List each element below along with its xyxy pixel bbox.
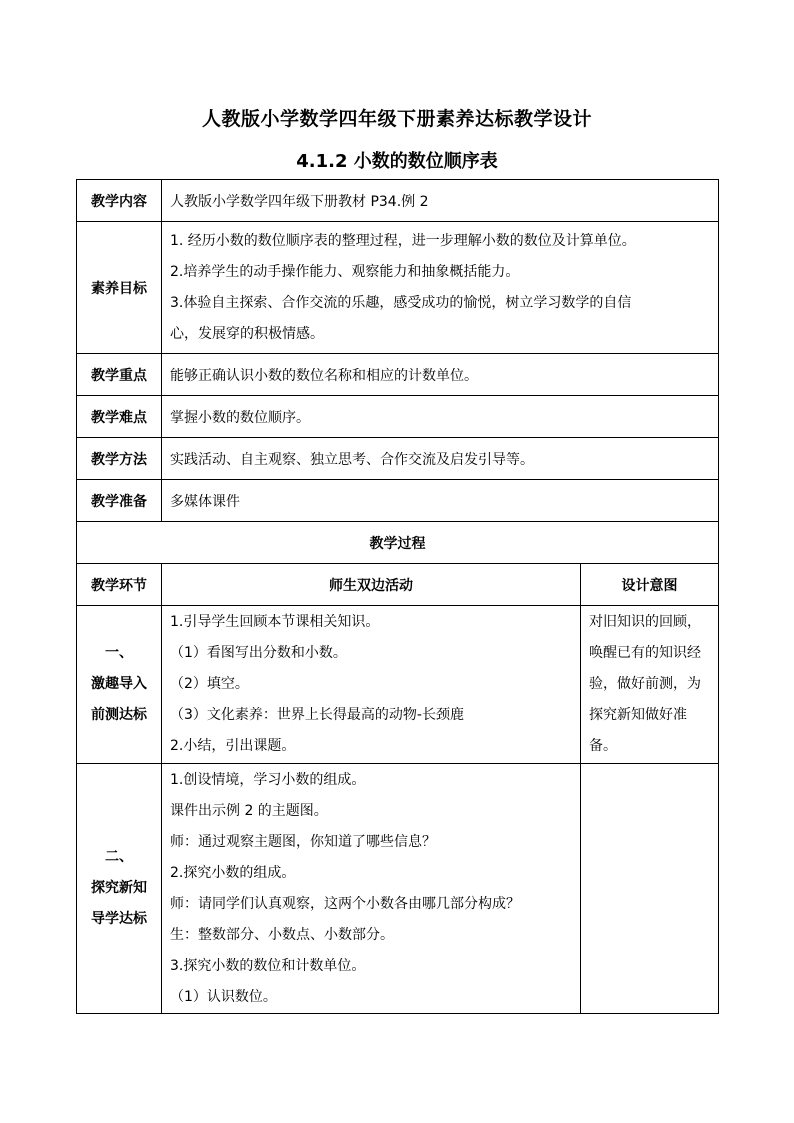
stage-name-line: 一、: [105, 645, 133, 661]
goal-line: 2.培养学生的动手操作能力、观察能力和抽象概括能力。: [170, 263, 520, 280]
stage-1-activities: [162, 606, 581, 764]
label-method: 教学方法: [77, 438, 162, 480]
stage-name-line: 前测达标: [91, 707, 147, 723]
value-method: 实践活动、自主观察、独立思考、合作交流及启发引导等。: [162, 438, 719, 480]
activity-line: （2）填空。: [170, 676, 249, 692]
col-header-intent: 设计意图: [581, 564, 719, 606]
goal-line: 心，发展穿的积极情感。: [170, 325, 324, 342]
label-difficulty: 教学难点: [77, 396, 162, 438]
col-header-stage: 教学环节: [77, 564, 162, 606]
process-heading: 教学过程: [77, 522, 719, 564]
row-process-heading: [77, 522, 719, 564]
goal-line: 3.体验自主探索、合作交流的乐趣，感受成功的愉悦，树立学习数学的自信: [170, 294, 632, 311]
stage-2-activities: [162, 764, 581, 1014]
row-stage-1: [77, 606, 719, 764]
value-key-point: 能够正确认识小数的数位名称和相应的计数单位。: [162, 354, 719, 396]
stage-2-intent: [581, 764, 719, 1014]
stage-name-line: 导学达标: [91, 911, 147, 927]
stage-2-name: [77, 764, 162, 1014]
activity-line: （1）认识数位。: [170, 988, 277, 1005]
row-key-point: [77, 354, 719, 396]
activity-line: （1）看图写出分数和小数。: [170, 645, 347, 661]
col-header-activity: 师生双边活动: [162, 564, 581, 606]
label-preparation: 教学准备: [77, 480, 162, 522]
value-difficulty: 掌握小数的数位顺序。: [162, 396, 719, 438]
label-teaching-content: 教学内容: [77, 180, 162, 222]
label-key-point: 教学重点: [77, 354, 162, 396]
row-process-columns: [77, 564, 719, 606]
stage-name-line: 探究新知: [91, 880, 147, 896]
activity-line: 1.创设情境，学习小数的组成。: [170, 771, 366, 788]
stage-1-name: [77, 606, 162, 764]
row-teaching-content: [77, 180, 719, 222]
document-title: 人教版小学数学四年级下册素养达标教学设计: [201, 108, 592, 130]
stage-name-line: 二、: [105, 849, 133, 865]
activity-line: （3）文化素养：世界上长得最高的动物-长颈鹿: [170, 707, 464, 723]
label-goals: 素养目标: [77, 222, 162, 354]
lesson-subtitle: 4.1.2 小数的数位顺序表: [296, 151, 498, 172]
value-goals: [162, 222, 719, 354]
row-stage-2: [77, 764, 719, 1014]
stage-name-line: 激趣导入: [91, 676, 147, 692]
lesson-plan-table: [76, 179, 719, 1014]
activity-line: 2.探究小数的组成。: [170, 864, 296, 881]
activity-line: 3.探究小数的数位和计数单位。: [170, 957, 366, 974]
activity-line: 师：请同学们认真观察，这两个小数各由哪几部分构成？: [170, 895, 520, 912]
row-method: [77, 438, 719, 480]
row-goals: [77, 222, 719, 354]
activity-line: 课件出示例 2 的主题图。: [170, 802, 328, 819]
activity-line: 师：通过观察主题图，你知道了哪些信息？: [170, 833, 436, 850]
row-difficulty: [77, 396, 719, 438]
value-preparation: 多媒体课件: [162, 480, 719, 522]
activity-line: 生：整数部分、小数点、小数部分。: [170, 926, 394, 943]
stage-1-intent: 对旧知识的回顾，唤醒已有的知识经验，做好前测，为探究新知做好准备。: [581, 606, 719, 764]
row-preparation: [77, 480, 719, 522]
activity-line: 2.小结，引出课题。: [170, 738, 296, 754]
value-teaching-content: 人教版小学数学四年级下册教材 P34.例 2: [162, 180, 719, 222]
goal-line: 1. 经历小数的数位顺序表的整理过程，进一步理解小数的数位及计算单位。: [170, 232, 636, 249]
activity-line: 1.引导学生回顾本节课相关知识。: [170, 614, 380, 630]
